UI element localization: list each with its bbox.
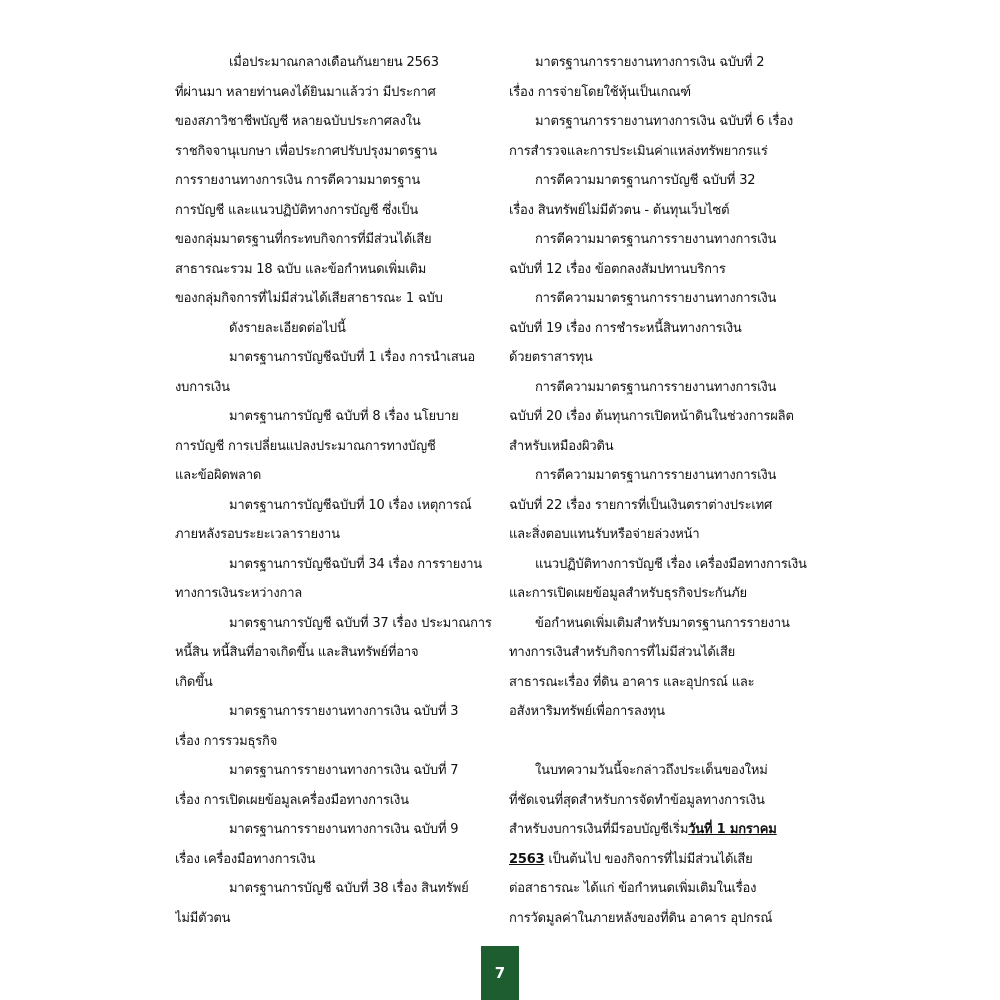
paragraph-line: เมื่อประมาณกลางเดือนกันยายน 2563 xyxy=(229,55,439,70)
list-item-title: แนวปฏิบัติทางการบัญชี เรื่อง เครื่องมือทางการเงิน xyxy=(535,556,807,572)
list-item-title: มาตรฐานการบัญชีฉบับที่ 1 เรื่อง การนำเสนอ xyxy=(229,350,475,365)
paragraph-line: ของสภาวิชาชีพบัญชี หลายฉบับประกาศลงใน xyxy=(175,114,421,129)
list-item-title: มาตรฐานการบัญชีฉบับที่ 34 เรื่อง การรายงาน xyxy=(229,556,482,572)
list-item-title: มาตรฐานการบัญชี ฉบับที่ 37 เรื่อง ประมาณการ xyxy=(229,615,492,631)
list-item-text: เกิดขึ้น xyxy=(175,674,213,690)
list-item-title: มาตรฐานการรายงานทางการเงิน ฉบับที่ 7 xyxy=(229,763,459,778)
list-item-text: ทางการเงินสำหรับกิจการที่ไม่มีส่วนได้เสีย xyxy=(509,645,736,660)
list-item-text: ด้วยตราสารทุน xyxy=(509,350,593,365)
closing-line: การวัดมูลค่าในภายหลังของที่ดิน อาคาร อุปกรณ์ xyxy=(509,910,773,926)
list-item-title: การตีความมาตรฐานการบัญชี ฉบับที่ 32 xyxy=(535,173,756,188)
paragraph-line: ดังรายละเอียดต่อไปนี้ xyxy=(229,320,346,336)
page-number-badge xyxy=(481,946,519,1000)
list-item-text: เรื่อง การเปิดเผยข้อมูลเครื่องมือทางการเงิน xyxy=(175,792,409,808)
paragraph-line: ราชกิจจานุเบกษา เพื่อประกาศปรับปรุงมาตรฐาน xyxy=(175,143,437,159)
list-item-text: และการเปิดเผยข้อมูลสำหรับธุรกิจประกันภัย xyxy=(509,586,747,601)
list-item-title: มาตรฐานการรายงานทางการเงิน ฉบับที่ 3 xyxy=(229,704,459,719)
left-column xyxy=(175,48,493,933)
list-item-title: การตีความมาตรฐานการรายงานทางการเงิน xyxy=(535,232,777,247)
list-item-title: การตีความมาตรฐานการรายงานทางการเงิน xyxy=(535,291,777,306)
paragraph-line: ที่ผ่านมา หลายท่านคงได้ยินมาแล้วว่า มีประกาศ xyxy=(175,84,436,100)
paragraph-gap xyxy=(509,727,827,757)
list-item-text: ฉบับที่ 22 เรื่อง รายการที่เป็นเงินตราต่างประเทศ xyxy=(509,497,773,513)
list-item-text: เรื่อง เครื่องมือทางการเงิน xyxy=(175,851,316,867)
list-item-text: การบัญชี การเปลี่ยนแปลงประมาณการทางบัญชี xyxy=(175,438,436,454)
right-column xyxy=(509,48,827,933)
list-item-text: ไม่มีตัวตน xyxy=(175,910,231,926)
list-item-text: สาธารณะเรื่อง ที่ดิน อาคาร และอุปกรณ์ และ xyxy=(509,674,755,690)
list-item-text: ภายหลังรอบระยะเวลารายงาน xyxy=(175,527,340,542)
paragraph-line: การรายงานทางการเงิน การตีความมาตรฐาน xyxy=(175,173,421,188)
list-item-text: การสำรวจและการประเมินค่าแหล่งทรัพยากรแร่ xyxy=(509,143,768,159)
list-item-text: และข้อผิดพลาด xyxy=(175,468,262,483)
page-number: 7 xyxy=(494,964,506,982)
closing-line xyxy=(509,815,827,845)
list-item-title: มาตรฐานการรายงานทางการเงิน ฉบับที่ 2 xyxy=(535,55,765,70)
list-item-title: มาตรฐานการบัญชี ฉบับที่ 8 เรื่อง นโยบาย xyxy=(229,409,459,424)
closing-line: ในบทความวันนี้จะกล่าวถึงประเด็นของใหม่ xyxy=(535,763,768,778)
closing-text: สำหรับงบการเงินที่มีรอบบัญชีเริ่ม xyxy=(509,822,689,837)
list-item-text: ฉบับที่ 19 เรื่อง การชำระหนี้สินทางการเงิน xyxy=(509,320,742,336)
list-item-text: หนี้สิน หนี้สินที่อาจเกิดขึ้น และสินทรัพย์ที่อาจ xyxy=(175,645,419,660)
closing-line: ต่อสาธารณะ ได้แก่ ข้อกำหนดเพิ่มเติมในเรื่อง xyxy=(509,881,757,896)
paragraph-line: การบัญชี และแนวปฏิบัติทางการบัญชี ซึ่งเป็น xyxy=(175,202,419,218)
list-item-title: มาตรฐานการบัญชี ฉบับที่ 38 เรื่อง สินทรัพย์ xyxy=(229,881,469,896)
list-item-title: มาตรฐานการบัญชีฉบับที่ 10 เรื่อง เหตุการณ์ xyxy=(229,497,472,513)
list-item-title: มาตรฐานการรายงานทางการเงิน ฉบับที่ 6 เรื่อง xyxy=(535,114,794,129)
effective-date-emphasis: วันที่ 1 มกราคม xyxy=(688,822,777,837)
closing-text: เป็นต้นไป ของกิจการที่ไม่มีส่วนได้เสีย xyxy=(544,851,753,867)
list-item-text: เรื่อง สินทรัพย์ไม่มีตัวตน - ต้นทุนเว็บไซต์ xyxy=(509,202,730,218)
paragraph-line: สาธารณะรวม 18 ฉบับ และข้อกำหนดเพิ่มเติม xyxy=(175,261,427,277)
list-item-text: และสิ่งตอบแทนรับหรือจ่ายล่วงหน้า xyxy=(509,527,700,542)
list-item-title: ข้อกำหนดเพิ่มเติมสำหรับมาตรฐานการรายงาน xyxy=(535,615,790,631)
closing-line xyxy=(509,845,827,875)
paragraph-line: ของกลุ่มกิจการที่ไม่มีส่วนได้เสียสาธารณะ 1 ฉบับ xyxy=(175,291,443,306)
list-item-text: เรื่อง การรวมธุรกิจ xyxy=(175,733,278,749)
list-item-text: เรื่อง การจ่ายโดยใช้หุ้นเป็นเกณฑ์ xyxy=(509,84,691,100)
list-item-text: ทางการเงินระหว่างกาล xyxy=(175,586,303,601)
list-item-title: การตีความมาตรฐานการรายงานทางการเงิน xyxy=(535,468,777,483)
closing-line: ที่ชัดเจนที่สุดสำหรับการจัดทำข้อมูลทางการเงิน xyxy=(509,792,765,808)
list-item-title: มาตรฐานการรายงานทางการเงิน ฉบับที่ 9 xyxy=(229,822,459,837)
list-item-text: อสังหาริมทรัพย์เพื่อการลงทุน xyxy=(509,704,665,719)
list-item-text: สำหรับเหมืองผิวดิน xyxy=(509,438,614,454)
list-item-text: ฉบับที่ 20 เรื่อง ต้นทุนการเปิดหน้าดินในช่วงการผลิต xyxy=(509,409,794,424)
paragraph-line: ของกลุ่มมาตรฐานที่กระทบกิจการที่มีส่วนได้เสีย xyxy=(175,232,432,247)
list-item-text: งบการเงิน xyxy=(175,379,230,395)
list-item-title: การตีความมาตรฐานการรายงานทางการเงิน xyxy=(535,379,777,395)
list-item-text: ฉบับที่ 12 เรื่อง ข้อตกลงสัมปทานบริการ xyxy=(509,261,726,277)
effective-year-emphasis: 2563 xyxy=(509,851,545,867)
